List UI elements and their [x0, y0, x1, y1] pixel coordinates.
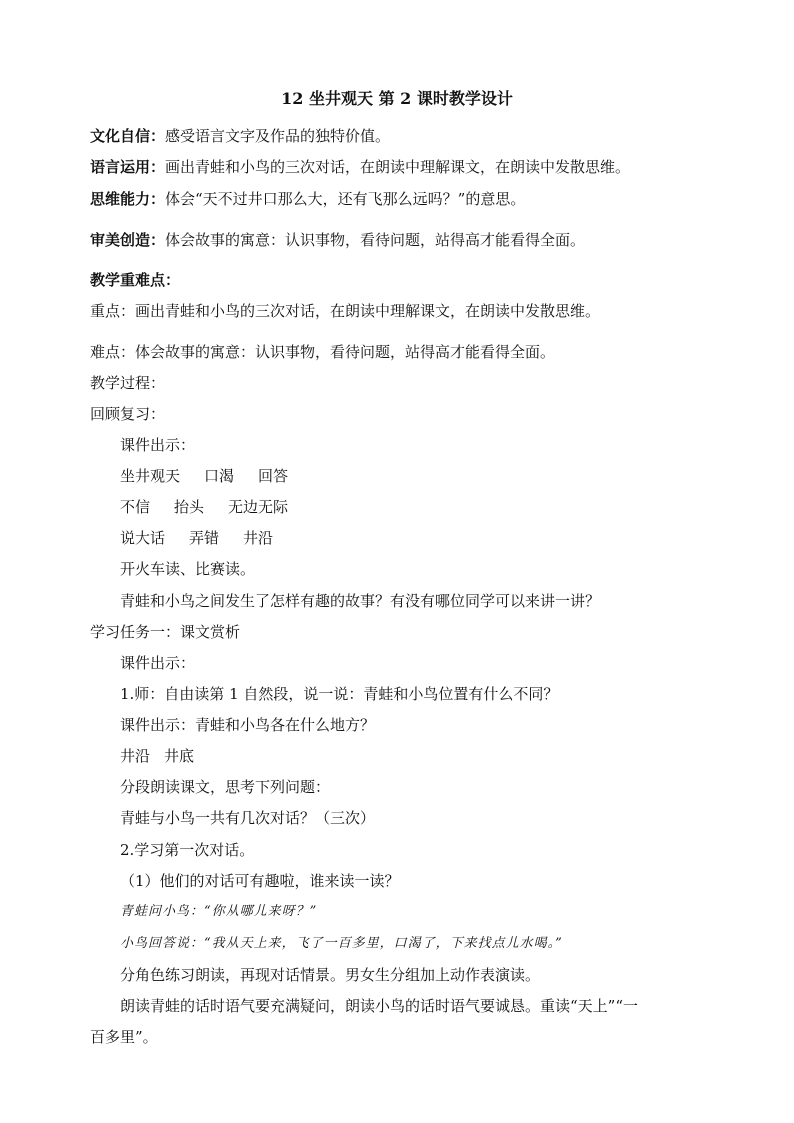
role-play: 分角色练习朗读，再现对话情景。男女生分组加上动作表演读。	[120, 966, 541, 984]
reading-tone-line-1: 朗读青蛙的话时语气要充满疑问，朗读小鸟的话时语气要诚恳。重读“天上”“一	[120, 997, 639, 1015]
objective-culture	[90, 126, 390, 146]
word: 井沿	[243, 529, 274, 547]
word: 弄错	[189, 529, 220, 547]
objective-text: 体会故事的寓意：认识事物，看待问题，站得高才能看得全面。	[165, 231, 586, 249]
word: 不信	[120, 498, 151, 516]
story-question: 青蛙和小鸟之间发生了怎样有趣的故事？有没有哪位同学可以来讲一讲？	[120, 592, 601, 610]
courseware-question: 课件出示：青蛙和小鸟各在什么地方？	[120, 716, 376, 734]
frog-asks: 青蛙问小鸟：“你从哪儿来呀？”	[120, 904, 318, 919]
objective-text: 感受语言文字及作品的独特价值。	[165, 127, 391, 145]
review-heading: 回顾复习：	[90, 405, 166, 423]
place: 井沿	[120, 747, 151, 765]
process-heading: 教学过程：	[90, 374, 166, 392]
segment-reading: 分段朗读课文，思考下列问题：	[120, 778, 331, 796]
step-1: 1.师：自由读第 1 自然段，说一说：青蛙和小鸟位置有什么不同？	[120, 685, 559, 703]
objective-label: 思维能力：	[90, 190, 166, 208]
word: 回答	[258, 467, 289, 485]
courseware-show: 课件出示：	[120, 436, 196, 454]
word: 无边无际	[228, 498, 289, 516]
train-reading: 开火车读、比赛读。	[120, 560, 256, 578]
objective-label: 文化自信：	[90, 127, 166, 145]
objective-text: 画出青蛙和小鸟的三次对话，在朗读中理解课文，在朗读中发散思维。	[165, 158, 631, 176]
task-one-heading: 学习任务一：课文赏析	[90, 623, 241, 641]
dialog-count: 青蛙与小鸟一共有几次对话？（三次）	[120, 809, 376, 827]
word: 口渴	[204, 467, 235, 485]
step-2: 2.学习第一次对话。	[120, 841, 255, 859]
reading-tone-line-2: 百多里”。	[90, 1028, 158, 1046]
key-points-heading: 教学重难点：	[90, 271, 181, 289]
place: 井底	[164, 747, 195, 765]
objective-aesthetic	[90, 230, 585, 250]
page-title: 12 坐井观天 第 2 课时教学设计	[281, 89, 513, 108]
courseware-show-2: 课件出示：	[120, 654, 196, 672]
bird-answers: 小鸟回答说：“我从天上来，飞了一百多里，口渴了，下来找点儿水喝。”	[120, 936, 563, 951]
word: 说大话	[120, 529, 166, 547]
sub-question: （1）他们的对话可有趣啦，谁来读一读？	[120, 872, 400, 890]
objective-text: 体会“天不过井口那么大，还有飞那么远吗？”的意思。	[165, 190, 526, 208]
word-row	[120, 528, 273, 548]
objective-language	[90, 157, 630, 177]
word: 坐井观天	[120, 467, 181, 485]
key-point: 重点：画出青蛙和小鸟的三次对话，在朗读中理解课文，在朗读中发散思维。	[90, 302, 601, 320]
difficult-point: 难点：体会故事的寓意：认识事物，看待问题，站得高才能看得全面。	[90, 343, 556, 361]
word-row	[120, 497, 288, 517]
word: 抬头	[174, 498, 205, 516]
objective-label: 语言运用：	[90, 158, 166, 176]
objective-thinking	[90, 189, 525, 209]
word-row	[120, 466, 288, 486]
objective-label: 审美创造：	[90, 231, 166, 249]
places-row	[120, 746, 194, 766]
